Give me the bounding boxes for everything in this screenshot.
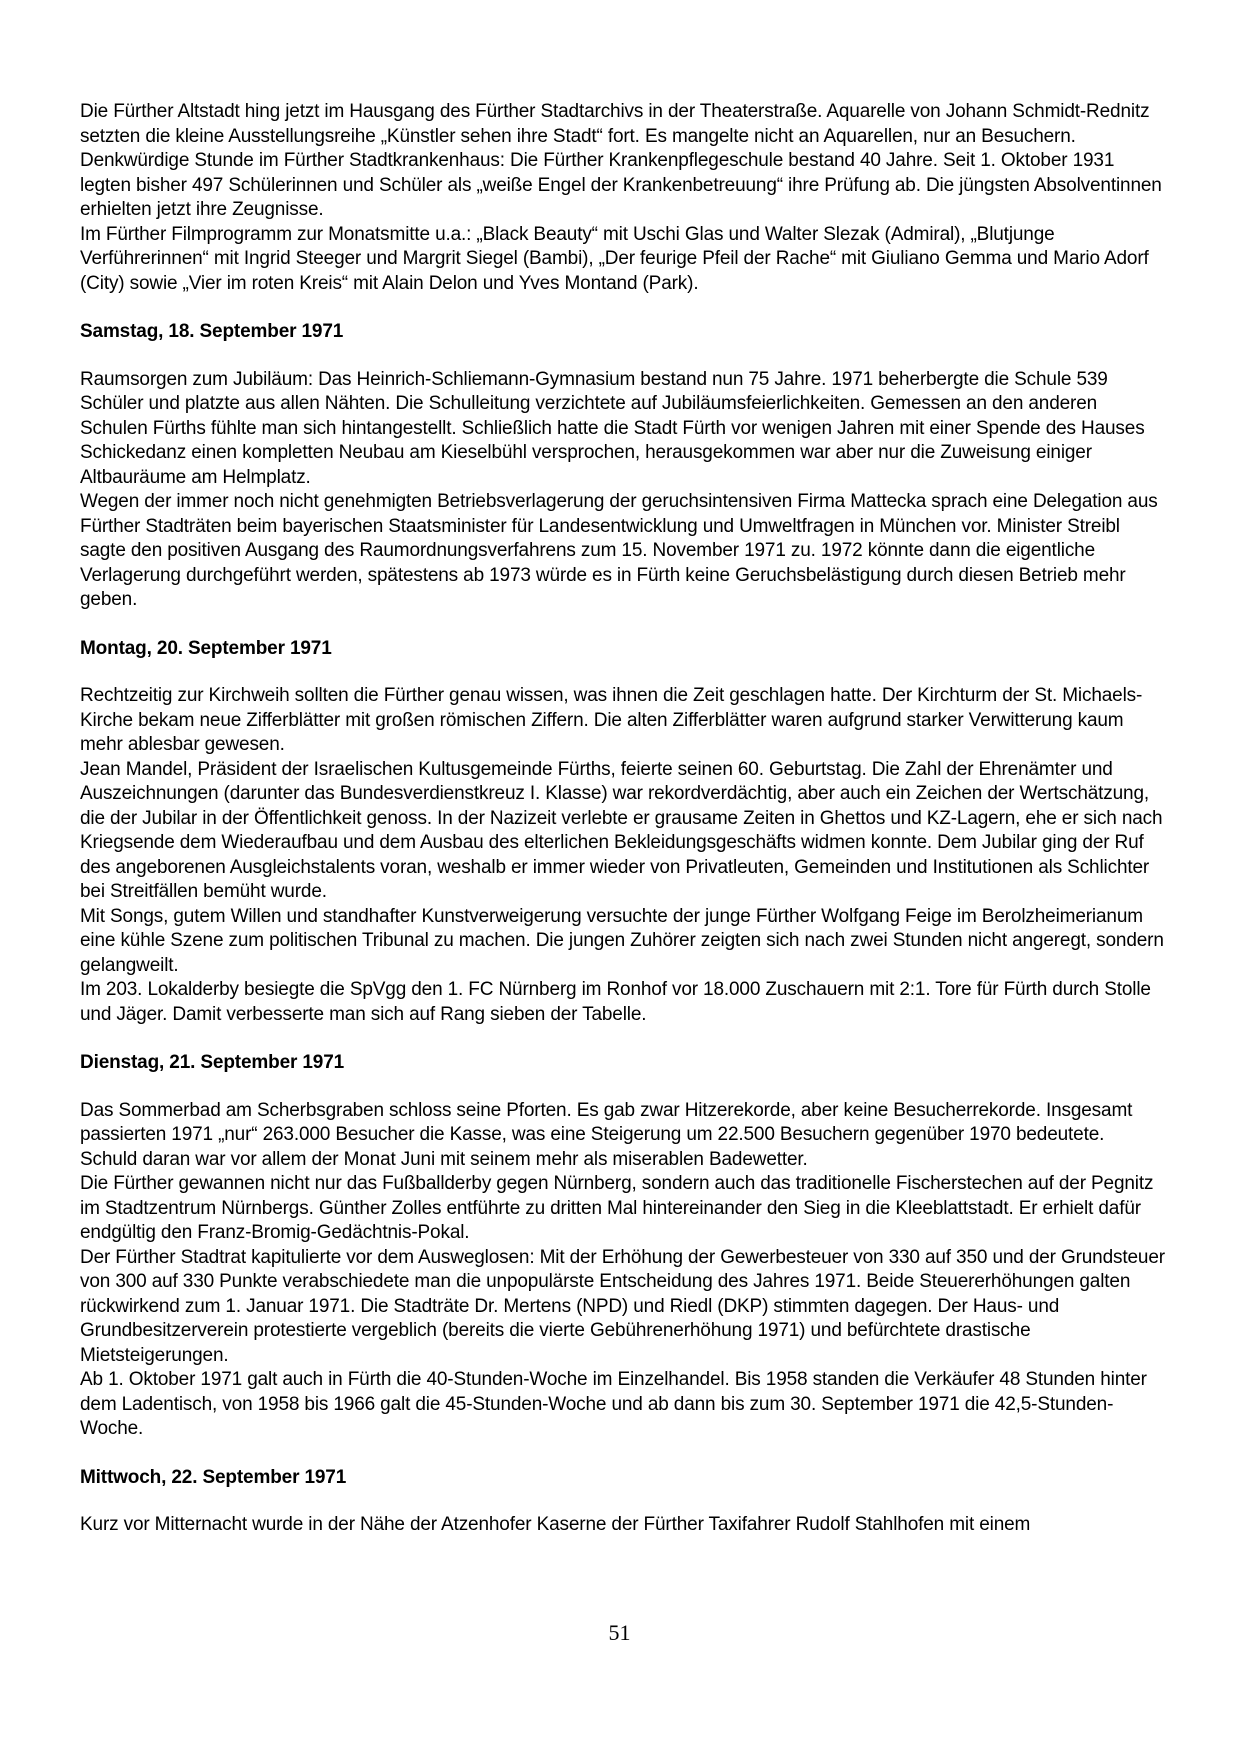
page-body bbox=[80, 100, 1166, 1538]
paragraph: Die Fürther Altstadt hing jetzt im Hausgang des Fürther Stadtarchivs in der Theaterstraße. Aquarelle von Johann Schmidt-Rednitz setzten die kleine Ausstellungsreihe „Künstler sehen ihre Stadt“ fort. Es mangelte nicht an Aquarellen, nur an Besuchern. bbox=[80, 101, 1150, 147]
paragraph: Raumsorgen zum Jubiläum: Das Heinrich-Schliemann-Gymnasium bestand nun 75 Jahre. 1971 beherbergte die Schule 539 Schüler und platzte aus allen Nähten. Die Schulleitung verzichtete auf Jubiläumsfeierlichkeiten. Gemessen an den anderen Schulen Fürths fühlte man sich hintangestellt. Schließlich hatte die Stadt Fürth vor wenigen Jahren mit einer Spende des Hauses Schickedanz einen kompletten Neubau am Kieselbühl versprochen, herausgekommen war aber nur die Zuweisung einiger Altbauräume am Helmplatz. bbox=[80, 368, 1145, 488]
paragraph: Das Sommerbad am Scherbsgraben schloss seine Pforten. Es gab zwar Hitzerekorde, aber keine Besucherrekorde. Insgesamt passierten 1971 „nur“ 263.000 Besucher die Kasse, was eine Steigerung um 22.500 Besuchern gegenüber 1970 bedeutete. Schuld daran war vor allem der Monat Juni mit seinem mehr als miserablen Badewetter. bbox=[80, 1099, 1133, 1170]
section-heading: Dienstag, 21. September 1971 bbox=[80, 1052, 345, 1073]
paragraph: Wegen der immer noch nicht genehmigten Betriebsverlagerung der geruchsintensiven Firma Mattecka sprach eine Delegation aus Fürther Stadträten beim bayerischen Staatsminister für Landesentwicklung und Umweltfragen in München vor. Minister Streibl sagte den positiven Ausgang des Raumordnungsverfahrens zum 15. November 1971 zu. 1972 könnte dann die eigentliche Verlagerung durchgeführt werden, spätestens ab 1973 würde es in Fürth keine Geruchsbelästigung durch diesen Betrieb mehr geben. bbox=[80, 491, 1158, 610]
paragraph: Kurz vor Mitternacht wurde in der Nähe der Atzenhofer Kaserne der Fürther Taxifahrer Rudolf Stahlhofen mit einem bbox=[80, 1514, 1031, 1535]
page-number: 51 bbox=[608, 1620, 631, 1645]
paragraph: Mit Songs, gutem Willen und standhafter Kunstverweigerung versuchte der junge Fürther Wolfgang Feige im Berolzheimerianum eine kühle Szene zum politischen Tribunal zu machen. Die jungen Zuhörer zeigten sich nach zwei Stunden nicht angeregt, sondern gelangweilt. bbox=[80, 905, 1164, 976]
paragraph: Die Fürther gewannen nicht nur das Fußballderby gegen Nürnberg, sondern auch das traditionelle Fischerstechen auf der Pegnitz im Stadtzentrum Nürnbergs. Günther Zolles entführte zu dritten Mal hintereinander den Sieg in die Kleeblattstadt. Er erhielt dafür endgültig den Franz-Bromig-Gedächtnis-Pokal. bbox=[80, 1173, 1154, 1243]
section-heading: Samstag, 18. September 1971 bbox=[80, 321, 344, 342]
paragraph: Jean Mandel, Präsident der Israelischen Kultusgemeinde Fürths, feierte seinen 60. Geburtstag. Die Zahl der Ehrenämter und Auszeichnungen (darunter das Bundesverdienstkreuz I. Klasse) war rekordverdächtig, aber auch ein Zeichen der Wertschätzung, die der Jubilar in der Öffentlichkeit genoss. In der Nazizeit verlebte er grausame Zeiten in Ghettos und KZ-Lagern, ehe er sich nach Kriegsende dem Wiederaufbau und dem Ausbau des elterlichen Bekleidungsgeschäfts widmen konnte. Dem Jubilar ging der Ruf des angeborenen Ausgleichstalents voran, weshalb er immer wieder von Privatleuten, Gemeinden und Institutionen als Schlichter bei Streitfällen bemüht wurde. bbox=[80, 758, 1163, 902]
section-heading: Mittwoch, 22. September 1971 bbox=[80, 1466, 347, 1488]
paragraph: Im 203. Lokalderby besiegte die SpVgg den 1. FC Nürnberg im Ronhof vor 18.000 Zuschauern mit 2:1. Tore für Fürth durch Stolle und Jäger. Damit verbesserte man sich auf Rang sieben der Tabelle. bbox=[80, 979, 1151, 1025]
section-heading: Montag, 20. September 1971 bbox=[80, 637, 332, 659]
paragraph: Denkwürdige Stunde im Fürther Stadtkrankenhaus: Die Fürther Krankenpflegeschule bestand 40 Jahre. Seit 1. Oktober 1931 legten bisher 497 Schülerinnen und Schüler als „weiße Engel der Krankenbetreuung“ ihre Prüfung ab. Die jüngsten Absolventinnen erhielten jetzt ihre Zeugnisse. bbox=[80, 150, 1162, 220]
paragraph: Der Fürther Stadtrat kapitulierte vor dem Ausweglosen: Mit der Erhöhung der Gewerbesteuer von 330 auf 350 und der Grundsteuer von 300 auf 330 Punkte verabschiedete man die unpopulärste Entscheidung des Jahres 1971. Beide Steuererhöhungen galten rückwirkend zum 1. Januar 1971. Die Stadträte Dr. Mertens (NPD) und Riedl (DKP) stimmten dagegen. Der Haus- und Grundbesitzerverein protestierte vergeblich (bereits die vierte Gebührenerhöhung 1971) und befürchtete drastische Mietsteigerungen. bbox=[80, 1246, 1165, 1366]
paragraph: Rechtzeitig zur Kirchweih sollten die Fürther genau wissen, was ihnen die Zeit geschlagen hatte. Der Kirchturm der St. Michaels-Kirche bekam neue Zifferblätter mit großen römischen Ziffern. Die alten Zifferblätter waren aufgrund starker Verwitterung kaum mehr ablesbar gewesen. bbox=[80, 685, 1143, 755]
paragraph: Im Fürther Filmprogramm zur Monatsmitte u.a.: „Black Beauty“ mit Uschi Glas und Walter Slezak (Admiral), „Blutjunge Verführerinnen“ mit Ingrid Steeger und Margrit Siegel (Bambi), „Der feurige Pfeil der Rache“ mit Giuliano Gemma und Mario Adorf (City) sowie „Vier im roten Kreis“ mit Alain Delon und Yves Montand (Park). bbox=[80, 223, 1149, 294]
paragraph: Ab 1. Oktober 1971 galt auch in Fürth die 40-Stunden-Woche im Einzelhandel. Bis 1958 standen die Verkäufer 48 Stunden hinter dem Ladentisch, von 1958 bis 1966 galt die 45-Stunden-Woche und ab dann bis zum 30. September 1971 die 42,5-Stunden-Woche. bbox=[80, 1369, 1147, 1439]
